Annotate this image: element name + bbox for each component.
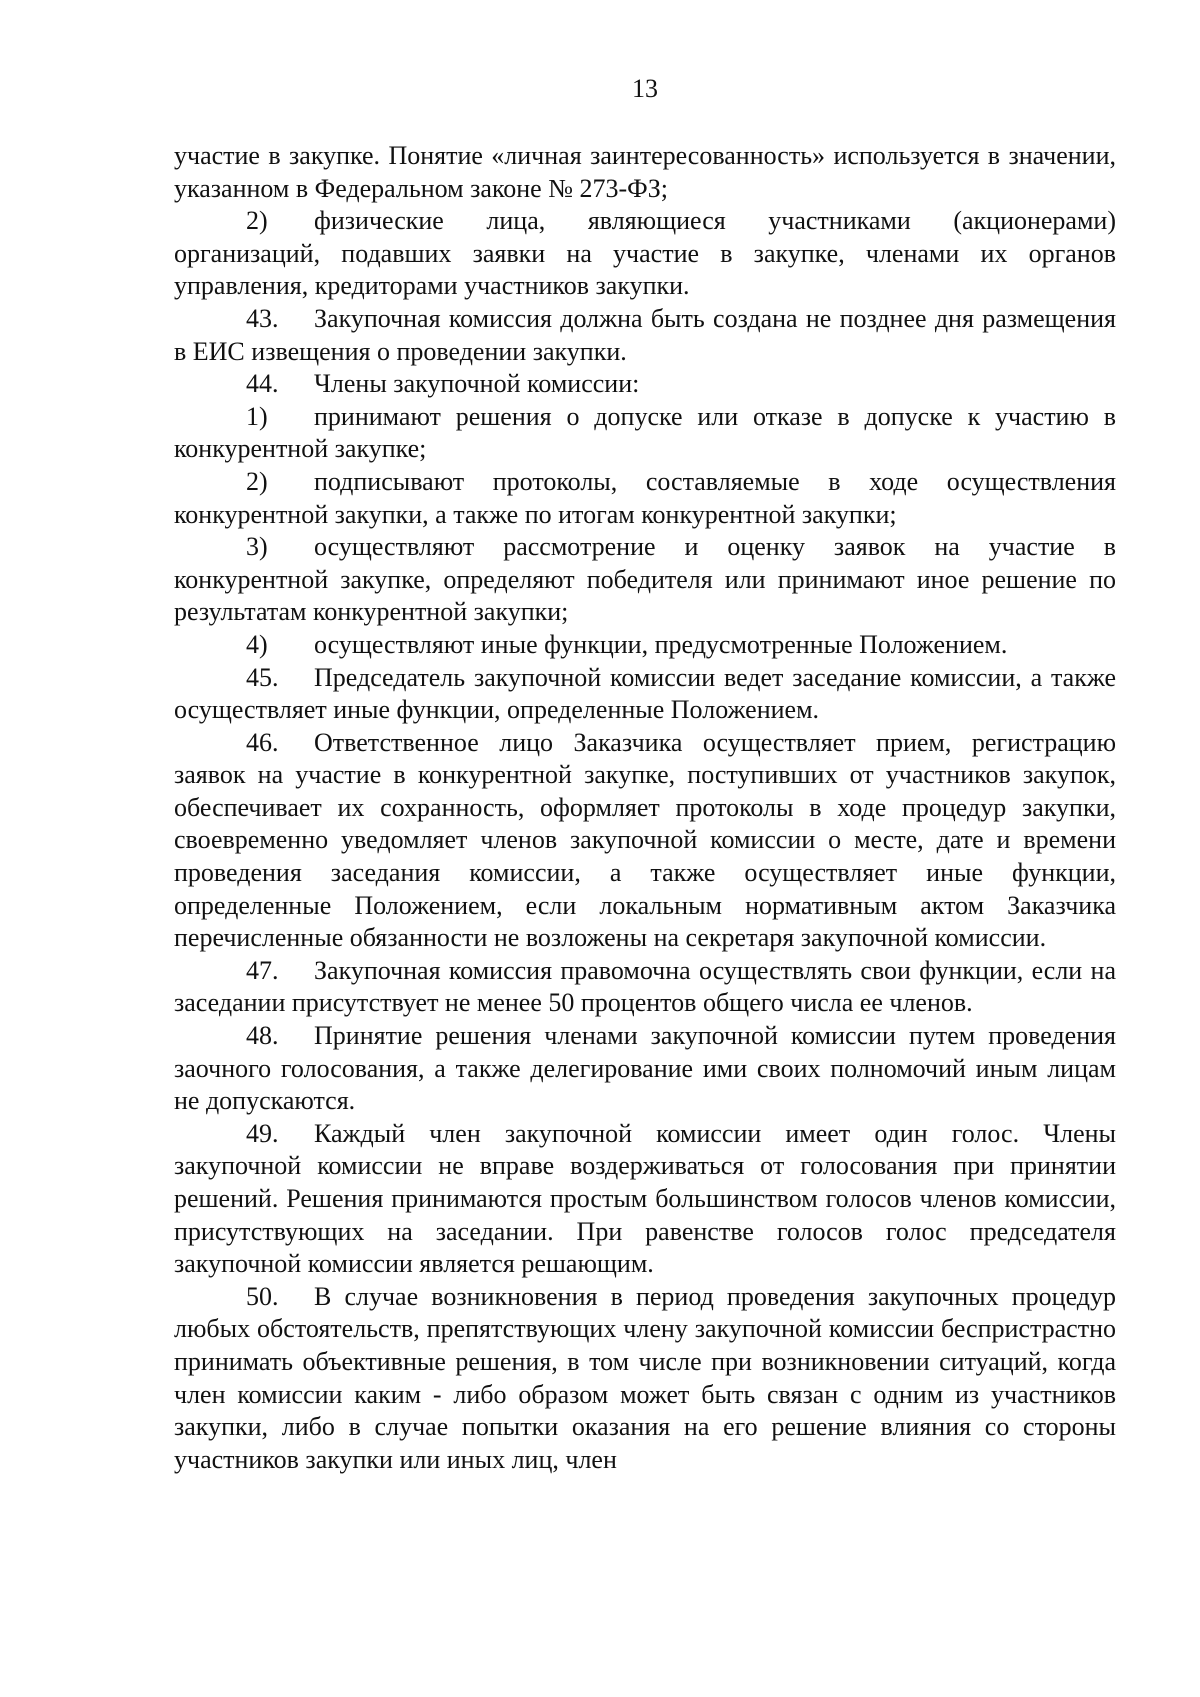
item-number: 4) [246, 629, 268, 659]
item-number: 47. [246, 955, 279, 985]
item-number: 43. [246, 303, 279, 333]
paragraph-item [174, 1118, 1116, 1281]
item-number: 45. [246, 662, 279, 692]
paragraph-text: Ответственное лицо Заказчика осуществляет прием, регистрацию заявок на участие в конкурентной закупке, поступивших от участников закупок, обеспечивает их сохранность, оформляет протоколы в ходе процедур закупки, своевременно уведомляет членов закупочной комиссии о месте, дате и времени проведения заседания комиссии, а также осуществляет иные функции, определенные Положением, если локальным нормативным актом Заказчика перечисленные обязанности не возложены на секретаря закупочной комиссии. [174, 727, 1116, 953]
paragraph-item [174, 466, 1116, 531]
paragraph-text: Закупочная комиссия правомочна осуществлять свои функции, если на заседании присутствует не менее 50 процентов общего числа ее членов. [174, 955, 1116, 1018]
paragraph-item [174, 368, 1116, 401]
item-number: 46. [246, 727, 279, 757]
paragraph-item [174, 1020, 1116, 1118]
paragraph-item [174, 662, 1116, 727]
paragraph-text: Каждый член закупочной комиссии имеет один голос. Члены закупочной комиссии не вправе воздерживаться от голосования при принятии решений. Решения принимаются простым большинством голосов членов комиссии, присутствующих на заседании. При равенстве голосов голос председателя закупочной комиссии является решающим. [174, 1118, 1116, 1279]
paragraph-continuation [174, 140, 1116, 205]
item-number: 44. [246, 369, 279, 399]
page-number: 13 [632, 74, 658, 103]
paragraph-item [174, 727, 1116, 955]
paragraph-item [174, 401, 1116, 466]
paragraph-text: осуществляют иные функции, предусмотренные Положением. [314, 629, 1008, 659]
document-body [174, 140, 1116, 1476]
paragraph-text: Председатель закупочной комиссии ведет заседание комиссии, а также осуществляет иные функции, определенные Положением. [174, 662, 1116, 725]
paragraph-item [174, 955, 1116, 1020]
item-number: 49. [246, 1118, 279, 1148]
paragraph-text: осуществляют рассмотрение и оценку заявок на участие в конкурентной закупке, определяют победителя или принимают иное решение по результатам конкурентной закупки; [174, 532, 1116, 627]
paragraph-text: Принятие решения членами закупочной комиссии путем проведения заочного голосования, а также делегирование ими своих полномочий иным лицам не допускаются. [174, 1021, 1116, 1116]
paragraph-text: подписывают протоколы, составляемые в ходе осуществления конкурентной закупки, а также по итогам конкурентной закупки; [174, 466, 1116, 529]
item-number: 3) [246, 532, 268, 562]
paragraph-text: физические лица, являющиеся участниками (акционерами) организаций, подавших заявки на участие в закупке, членами их органов управления, кредиторами участников закупки. [174, 206, 1116, 301]
item-number: 50. [246, 1281, 279, 1311]
item-number: 1) [246, 401, 268, 431]
paragraph-text: принимают решения о допуске или отказе в допуске к участию в конкурентной закупке; [174, 401, 1116, 464]
paragraph-item [174, 1281, 1116, 1477]
item-number: 2) [246, 466, 268, 496]
item-number: 2) [246, 206, 268, 236]
paragraph-item [174, 303, 1116, 368]
paragraph-item [174, 629, 1116, 662]
paragraph-text: участие в закупке. Понятие «личная заинтересованность» используется в значении, указанном в Федеральном законе № 273-ФЗ; [174, 141, 1116, 203]
paragraph-text: В случае возникновения в период проведения закупочных процедур любых обстоятельств, препятствующих члену закупочной комиссии беспристрастно принимать объективные решения, в том числе при возникновении ситуаций, когда член комиссии каким - либо образом может быть связан с одним из участников закупки, либо в случае попытки оказания на его решение влияния со стороны участников закупки или иных лиц, член [174, 1281, 1116, 1474]
paragraph-item [174, 205, 1116, 303]
paragraph-text: Закупочная комиссия должна быть создана не позднее дня размещения в ЕИС извещения о проведении закупки. [174, 303, 1116, 366]
paragraph-item [174, 531, 1116, 629]
paragraph-text: Члены закупочной комиссии: [314, 369, 640, 399]
item-number: 48. [246, 1021, 279, 1051]
